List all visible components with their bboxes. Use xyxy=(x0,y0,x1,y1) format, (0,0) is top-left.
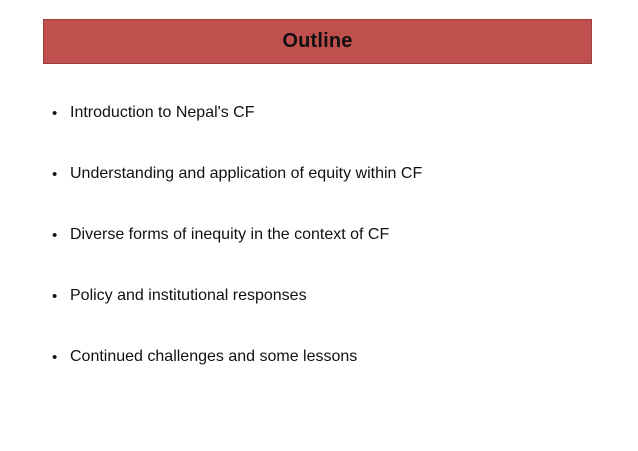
bullet-item xyxy=(52,347,422,367)
bullet-text: Continued challenges and some lessons xyxy=(70,348,358,365)
bullet-text: Policy and institutional responses xyxy=(70,287,307,304)
slide-title: Outline xyxy=(282,30,353,52)
bullet-marker: • xyxy=(52,165,58,183)
bullet-marker: • xyxy=(52,104,58,122)
bullet-marker: • xyxy=(52,287,58,305)
bullet-item xyxy=(52,103,422,123)
title-bar xyxy=(43,19,592,64)
bullet-item xyxy=(52,225,422,245)
bullet-text: Diverse forms of inequity in the context of CF xyxy=(70,226,390,243)
bullet-item xyxy=(52,164,422,184)
bullet-text: Understanding and application of equity within CF xyxy=(70,165,423,182)
bullet-marker: • xyxy=(52,226,58,244)
bullet-text: Introduction to Nepal's CF xyxy=(70,104,255,121)
bullet-list xyxy=(52,103,422,408)
bullet-marker: • xyxy=(52,348,58,366)
bullet-item xyxy=(52,286,422,306)
